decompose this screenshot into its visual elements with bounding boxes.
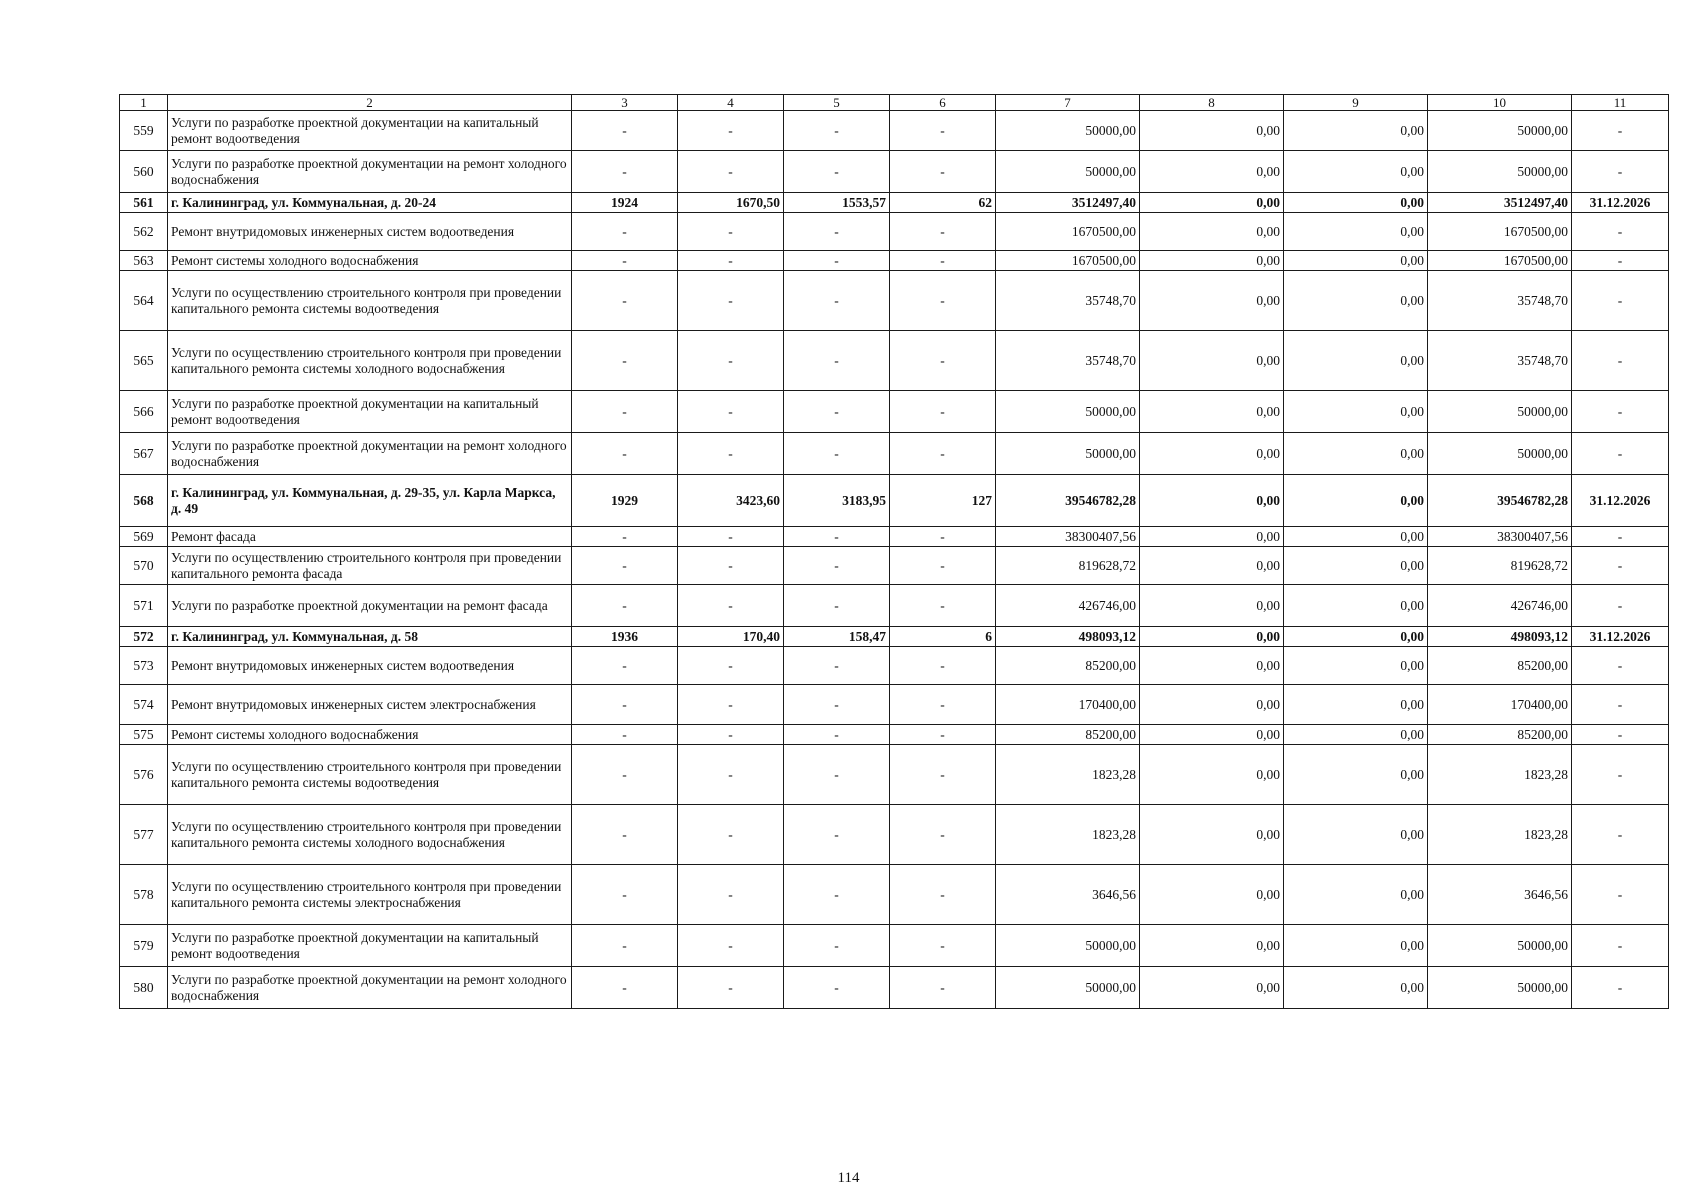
cell-col-8: 0,00 xyxy=(1140,805,1284,865)
cell-col-8: 0,00 xyxy=(1140,685,1284,725)
cell-col-9: 0,00 xyxy=(1284,585,1428,627)
cell-col-8: 0,00 xyxy=(1140,111,1284,151)
cell-col-4: - xyxy=(678,647,784,685)
cell-col-5: - xyxy=(784,967,890,1009)
cell-col-8: 0,00 xyxy=(1140,627,1284,647)
cell-col-9: 0,00 xyxy=(1284,433,1428,475)
cell-col-11: - xyxy=(1572,745,1669,805)
item-name: Услуги по осуществлению строительного контроля при проведении капитального ремонта системы холодного водоснабжения xyxy=(168,331,572,391)
cell-col-9: 0,00 xyxy=(1284,745,1428,805)
table-row xyxy=(120,925,1669,967)
row-number: 575 xyxy=(120,725,168,745)
cell-col-8: 0,00 xyxy=(1140,967,1284,1009)
cell-col-11: - xyxy=(1572,967,1669,1009)
cell-col-3: - xyxy=(572,111,678,151)
cell-col-4: 3423,60 xyxy=(678,475,784,527)
cell-col-5: - xyxy=(784,585,890,627)
cell-col-9: 0,00 xyxy=(1284,527,1428,547)
cell-col-10: 1823,28 xyxy=(1428,745,1572,805)
row-number: 559 xyxy=(120,111,168,151)
cell-col-5: - xyxy=(784,647,890,685)
cell-col-11: - xyxy=(1572,865,1669,925)
cell-col-5: 1553,57 xyxy=(784,193,890,213)
cell-col-7: 498093,12 xyxy=(996,627,1140,647)
cell-col-7: 50000,00 xyxy=(996,967,1140,1009)
column-number: 4 xyxy=(678,95,784,111)
cell-col-9: 0,00 xyxy=(1284,111,1428,151)
row-number: 570 xyxy=(120,547,168,585)
item-name: г. Калининград, ул. Коммунальная, д. 58 xyxy=(168,627,572,647)
cell-col-3: - xyxy=(572,251,678,271)
item-name: Услуги по разработке проектной документации на капитальный ремонт водоотведения xyxy=(168,111,572,151)
cell-col-11: - xyxy=(1572,111,1669,151)
cell-col-3: - xyxy=(572,805,678,865)
cell-col-6: - xyxy=(890,585,996,627)
cell-col-4: - xyxy=(678,547,784,585)
cell-col-7: 1823,28 xyxy=(996,805,1140,865)
cell-col-10: 39546782,28 xyxy=(1428,475,1572,527)
cell-col-11: - xyxy=(1572,527,1669,547)
item-name: Услуги по разработке проектной документации на ремонт фасада xyxy=(168,585,572,627)
column-number: 6 xyxy=(890,95,996,111)
cell-col-7: 1823,28 xyxy=(996,745,1140,805)
cell-col-3: - xyxy=(572,213,678,251)
cell-col-8: 0,00 xyxy=(1140,725,1284,745)
row-number: 564 xyxy=(120,271,168,331)
cell-col-7: 39546782,28 xyxy=(996,475,1140,527)
row-number: 569 xyxy=(120,527,168,547)
cell-col-8: 0,00 xyxy=(1140,391,1284,433)
cell-col-3: - xyxy=(572,331,678,391)
cell-col-3: - xyxy=(572,865,678,925)
cell-col-8: 0,00 xyxy=(1140,547,1284,585)
cell-col-4: - xyxy=(678,685,784,725)
cell-col-5: - xyxy=(784,527,890,547)
cell-col-3: - xyxy=(572,151,678,193)
cell-col-6: - xyxy=(890,547,996,585)
cell-col-7: 50000,00 xyxy=(996,433,1140,475)
cell-col-3: - xyxy=(572,433,678,475)
cell-col-11: - xyxy=(1572,391,1669,433)
item-name: Ремонт системы холодного водоснабжения xyxy=(168,725,572,745)
item-name: Услуги по осуществлению строительного контроля при проведении капитального ремонта системы водоотведения xyxy=(168,271,572,331)
cell-col-5: - xyxy=(784,925,890,967)
address-row xyxy=(120,193,1669,213)
cell-col-9: 0,00 xyxy=(1284,271,1428,331)
cell-col-4: - xyxy=(678,925,784,967)
column-number: 11 xyxy=(1572,95,1669,111)
column-number: 9 xyxy=(1284,95,1428,111)
cell-col-11: - xyxy=(1572,925,1669,967)
table-row xyxy=(120,331,1669,391)
cell-col-10: 498093,12 xyxy=(1428,627,1572,647)
cell-col-9: 0,00 xyxy=(1284,685,1428,725)
cell-col-11: - xyxy=(1572,271,1669,331)
cell-col-5: - xyxy=(784,271,890,331)
cell-col-6: - xyxy=(890,111,996,151)
row-number: 565 xyxy=(120,331,168,391)
table-row xyxy=(120,805,1669,865)
cell-col-7: 85200,00 xyxy=(996,647,1140,685)
cell-col-11: 31.12.2026 xyxy=(1572,475,1669,527)
cell-col-7: 3512497,40 xyxy=(996,193,1140,213)
cell-col-4: - xyxy=(678,391,784,433)
cell-col-8: 0,00 xyxy=(1140,745,1284,805)
item-name: Услуги по осуществлению строительного контроля при проведении капитального ремонта системы электроснабжения xyxy=(168,865,572,925)
item-name: Услуги по разработке проектной документации на капитальный ремонт водоотведения xyxy=(168,391,572,433)
table-row xyxy=(120,433,1669,475)
row-number: 561 xyxy=(120,193,168,213)
cell-col-9: 0,00 xyxy=(1284,647,1428,685)
cell-col-9: 0,00 xyxy=(1284,547,1428,585)
cell-col-4: - xyxy=(678,967,784,1009)
cell-col-5: - xyxy=(784,433,890,475)
cell-col-5: - xyxy=(784,331,890,391)
cell-col-7: 50000,00 xyxy=(996,925,1140,967)
cell-col-3: - xyxy=(572,647,678,685)
column-number: 3 xyxy=(572,95,678,111)
table-row xyxy=(120,151,1669,193)
cell-col-4: - xyxy=(678,151,784,193)
column-number: 2 xyxy=(168,95,572,111)
cell-col-7: 38300407,56 xyxy=(996,527,1140,547)
row-number: 566 xyxy=(120,391,168,433)
cell-col-8: 0,00 xyxy=(1140,475,1284,527)
cell-col-8: 0,00 xyxy=(1140,251,1284,271)
address-row xyxy=(120,475,1669,527)
cell-col-8: 0,00 xyxy=(1140,865,1284,925)
cell-col-6: - xyxy=(890,251,996,271)
cell-col-9: 0,00 xyxy=(1284,193,1428,213)
row-number: 567 xyxy=(120,433,168,475)
row-number: 568 xyxy=(120,475,168,527)
cell-col-4: - xyxy=(678,805,784,865)
cell-col-6: - xyxy=(890,805,996,865)
cell-col-11: - xyxy=(1572,331,1669,391)
cell-col-6: - xyxy=(890,151,996,193)
item-name: Ремонт внутридомовых инженерных систем электроснабжения xyxy=(168,685,572,725)
item-name: Услуги по разработке проектной документации на ремонт холодного водоснабжения xyxy=(168,967,572,1009)
table-row xyxy=(120,745,1669,805)
cell-col-10: 50000,00 xyxy=(1428,151,1572,193)
cell-col-6: - xyxy=(890,271,996,331)
address-row xyxy=(120,627,1669,647)
item-name: Услуги по осуществлению строительного контроля при проведении капитального ремонта фасада xyxy=(168,547,572,585)
table-row xyxy=(120,647,1669,685)
cell-col-10: 170400,00 xyxy=(1428,685,1572,725)
cell-col-6: - xyxy=(890,745,996,805)
cell-col-8: 0,00 xyxy=(1140,193,1284,213)
cell-col-10: 50000,00 xyxy=(1428,967,1572,1009)
cell-col-10: 38300407,56 xyxy=(1428,527,1572,547)
cell-col-7: 50000,00 xyxy=(996,391,1140,433)
cell-col-3: - xyxy=(572,745,678,805)
cell-col-3: - xyxy=(572,685,678,725)
cell-col-5: 158,47 xyxy=(784,627,890,647)
cell-col-11: - xyxy=(1572,433,1669,475)
table-row xyxy=(120,585,1669,627)
cell-col-3: - xyxy=(572,725,678,745)
cell-col-5: - xyxy=(784,725,890,745)
row-number: 563 xyxy=(120,251,168,271)
cell-col-11: - xyxy=(1572,805,1669,865)
cell-col-7: 819628,72 xyxy=(996,547,1140,585)
cell-col-4: - xyxy=(678,331,784,391)
cell-col-7: 170400,00 xyxy=(996,685,1140,725)
cell-col-8: 0,00 xyxy=(1140,433,1284,475)
cell-col-5: - xyxy=(784,391,890,433)
cell-col-6: - xyxy=(890,331,996,391)
cell-col-4: - xyxy=(678,271,784,331)
row-number: 573 xyxy=(120,647,168,685)
cell-col-4: - xyxy=(678,213,784,251)
cell-col-8: 0,00 xyxy=(1140,331,1284,391)
table-row xyxy=(120,685,1669,725)
cell-col-10: 1823,28 xyxy=(1428,805,1572,865)
cell-col-4: - xyxy=(678,527,784,547)
cell-col-8: 0,00 xyxy=(1140,151,1284,193)
cell-col-10: 35748,70 xyxy=(1428,331,1572,391)
cell-col-3: - xyxy=(572,527,678,547)
row-number: 578 xyxy=(120,865,168,925)
table-row xyxy=(120,527,1669,547)
cell-col-9: 0,00 xyxy=(1284,805,1428,865)
page-number: 114 xyxy=(837,1170,860,1186)
cell-col-4: 1670,50 xyxy=(678,193,784,213)
cell-col-4: - xyxy=(678,433,784,475)
cell-col-3: 1929 xyxy=(572,475,678,527)
cell-col-7: 35748,70 xyxy=(996,331,1140,391)
row-number: 580 xyxy=(120,967,168,1009)
cell-col-10: 819628,72 xyxy=(1428,547,1572,585)
table-row xyxy=(120,391,1669,433)
cell-col-11: - xyxy=(1572,251,1669,271)
cell-col-3: 1924 xyxy=(572,193,678,213)
cell-col-9: 0,00 xyxy=(1284,725,1428,745)
cell-col-5: - xyxy=(784,213,890,251)
cell-col-9: 0,00 xyxy=(1284,627,1428,647)
cell-col-10: 50000,00 xyxy=(1428,433,1572,475)
cell-col-10: 1670500,00 xyxy=(1428,251,1572,271)
table-body xyxy=(120,95,1669,1009)
cell-col-6: - xyxy=(890,213,996,251)
row-number: 560 xyxy=(120,151,168,193)
cell-col-8: 0,00 xyxy=(1140,527,1284,547)
cell-col-8: 0,00 xyxy=(1140,925,1284,967)
cell-col-8: 0,00 xyxy=(1140,213,1284,251)
table-row xyxy=(120,251,1669,271)
cell-col-10: 85200,00 xyxy=(1428,647,1572,685)
row-number: 571 xyxy=(120,585,168,627)
cell-col-11: - xyxy=(1572,685,1669,725)
column-number: 1 xyxy=(120,95,168,111)
cell-col-11: - xyxy=(1572,213,1669,251)
row-number: 577 xyxy=(120,805,168,865)
column-number: 10 xyxy=(1428,95,1572,111)
item-name: Услуги по осуществлению строительного контроля при проведении капитального ремонта системы водоотведения xyxy=(168,745,572,805)
cell-col-7: 3646,56 xyxy=(996,865,1140,925)
column-number-row xyxy=(120,95,1669,111)
item-name: Услуги по осуществлению строительного контроля при проведении капитального ремонта системы холодного водоснабжения xyxy=(168,805,572,865)
cell-col-9: 0,00 xyxy=(1284,475,1428,527)
cell-col-9: 0,00 xyxy=(1284,331,1428,391)
column-number: 7 xyxy=(996,95,1140,111)
item-name: Ремонт системы холодного водоснабжения xyxy=(168,251,572,271)
cell-col-5: - xyxy=(784,865,890,925)
cell-col-10: 85200,00 xyxy=(1428,725,1572,745)
cell-col-5: - xyxy=(784,111,890,151)
cell-col-3: - xyxy=(572,547,678,585)
item-name: г. Калининград, ул. Коммунальная, д. 20-24 xyxy=(168,193,572,213)
table-row xyxy=(120,967,1669,1009)
cell-col-4: - xyxy=(678,111,784,151)
row-number: 562 xyxy=(120,213,168,251)
cell-col-10: 3512497,40 xyxy=(1428,193,1572,213)
cell-col-10: 426746,00 xyxy=(1428,585,1572,627)
item-name: Услуги по разработке проектной документации на капитальный ремонт водоотведения xyxy=(168,925,572,967)
cell-col-3: - xyxy=(572,585,678,627)
cell-col-5: - xyxy=(784,805,890,865)
cell-col-9: 0,00 xyxy=(1284,925,1428,967)
cell-col-7: 85200,00 xyxy=(996,725,1140,745)
cell-col-7: 1670500,00 xyxy=(996,213,1140,251)
cell-col-9: 0,00 xyxy=(1284,391,1428,433)
cell-col-11: 31.12.2026 xyxy=(1572,193,1669,213)
cell-col-4: 170,40 xyxy=(678,627,784,647)
cell-col-9: 0,00 xyxy=(1284,251,1428,271)
column-number: 5 xyxy=(784,95,890,111)
cell-col-7: 50000,00 xyxy=(996,111,1140,151)
cell-col-11: - xyxy=(1572,725,1669,745)
cell-col-4: - xyxy=(678,585,784,627)
table-row xyxy=(120,213,1669,251)
cell-col-3: - xyxy=(572,967,678,1009)
cell-col-3: 1936 xyxy=(572,627,678,647)
table-row xyxy=(120,725,1669,745)
cell-col-8: 0,00 xyxy=(1140,271,1284,331)
table-row xyxy=(120,547,1669,585)
item-name: г. Калининград, ул. Коммунальная, д. 29-35, ул. Карла Маркса, д. 49 xyxy=(168,475,572,527)
cell-col-11: 31.12.2026 xyxy=(1572,627,1669,647)
cell-col-5: 3183,95 xyxy=(784,475,890,527)
row-number: 576 xyxy=(120,745,168,805)
cell-col-3: - xyxy=(572,391,678,433)
cell-col-11: - xyxy=(1572,151,1669,193)
row-number: 574 xyxy=(120,685,168,725)
cell-col-5: - xyxy=(784,745,890,805)
row-number: 572 xyxy=(120,627,168,647)
cell-col-7: 50000,00 xyxy=(996,151,1140,193)
cell-col-5: - xyxy=(784,251,890,271)
item-name: Услуги по разработке проектной документации на ремонт холодного водоснабжения xyxy=(168,151,572,193)
cell-col-6: - xyxy=(890,925,996,967)
cell-col-4: - xyxy=(678,745,784,805)
cell-col-6: - xyxy=(890,865,996,925)
cell-col-10: 3646,56 xyxy=(1428,865,1572,925)
cell-col-10: 50000,00 xyxy=(1428,391,1572,433)
item-name: Ремонт внутридомовых инженерных систем водоотведения xyxy=(168,213,572,251)
cell-col-6: - xyxy=(890,391,996,433)
item-name: Услуги по разработке проектной документации на ремонт холодного водоснабжения xyxy=(168,433,572,475)
table-row xyxy=(120,111,1669,151)
cell-col-9: 0,00 xyxy=(1284,865,1428,925)
cell-col-6: - xyxy=(890,967,996,1009)
cell-col-5: - xyxy=(784,151,890,193)
cell-col-9: 0,00 xyxy=(1284,213,1428,251)
cell-col-6: - xyxy=(890,685,996,725)
cell-col-7: 1670500,00 xyxy=(996,251,1140,271)
cell-col-6: 6 xyxy=(890,627,996,647)
cell-col-11: - xyxy=(1572,647,1669,685)
cell-col-8: 0,00 xyxy=(1140,585,1284,627)
table-row xyxy=(120,865,1669,925)
cell-col-10: 35748,70 xyxy=(1428,271,1572,331)
cell-col-6: 127 xyxy=(890,475,996,527)
cell-col-8: 0,00 xyxy=(1140,647,1284,685)
cell-col-9: 0,00 xyxy=(1284,967,1428,1009)
cell-col-6: - xyxy=(890,527,996,547)
cell-col-7: 426746,00 xyxy=(996,585,1140,627)
cell-col-6: 62 xyxy=(890,193,996,213)
cell-col-11: - xyxy=(1572,547,1669,585)
cell-col-4: - xyxy=(678,865,784,925)
row-number: 579 xyxy=(120,925,168,967)
item-name: Ремонт фасада xyxy=(168,527,572,547)
cell-col-6: - xyxy=(890,433,996,475)
cell-col-6: - xyxy=(890,725,996,745)
cell-col-10: 50000,00 xyxy=(1428,111,1572,151)
cell-col-10: 1670500,00 xyxy=(1428,213,1572,251)
column-number: 8 xyxy=(1140,95,1284,111)
cell-col-4: - xyxy=(678,725,784,745)
cell-col-6: - xyxy=(890,647,996,685)
table-row xyxy=(120,271,1669,331)
cell-col-11: - xyxy=(1572,585,1669,627)
cell-col-3: - xyxy=(572,271,678,331)
cell-col-3: - xyxy=(572,925,678,967)
cell-col-5: - xyxy=(784,547,890,585)
item-name: Ремонт внутридомовых инженерных систем водоотведения xyxy=(168,647,572,685)
cell-col-4: - xyxy=(678,251,784,271)
cell-col-7: 35748,70 xyxy=(996,271,1140,331)
cell-col-9: 0,00 xyxy=(1284,151,1428,193)
cell-col-5: - xyxy=(784,685,890,725)
repair-program-table xyxy=(119,94,1669,1009)
cell-col-10: 50000,00 xyxy=(1428,925,1572,967)
